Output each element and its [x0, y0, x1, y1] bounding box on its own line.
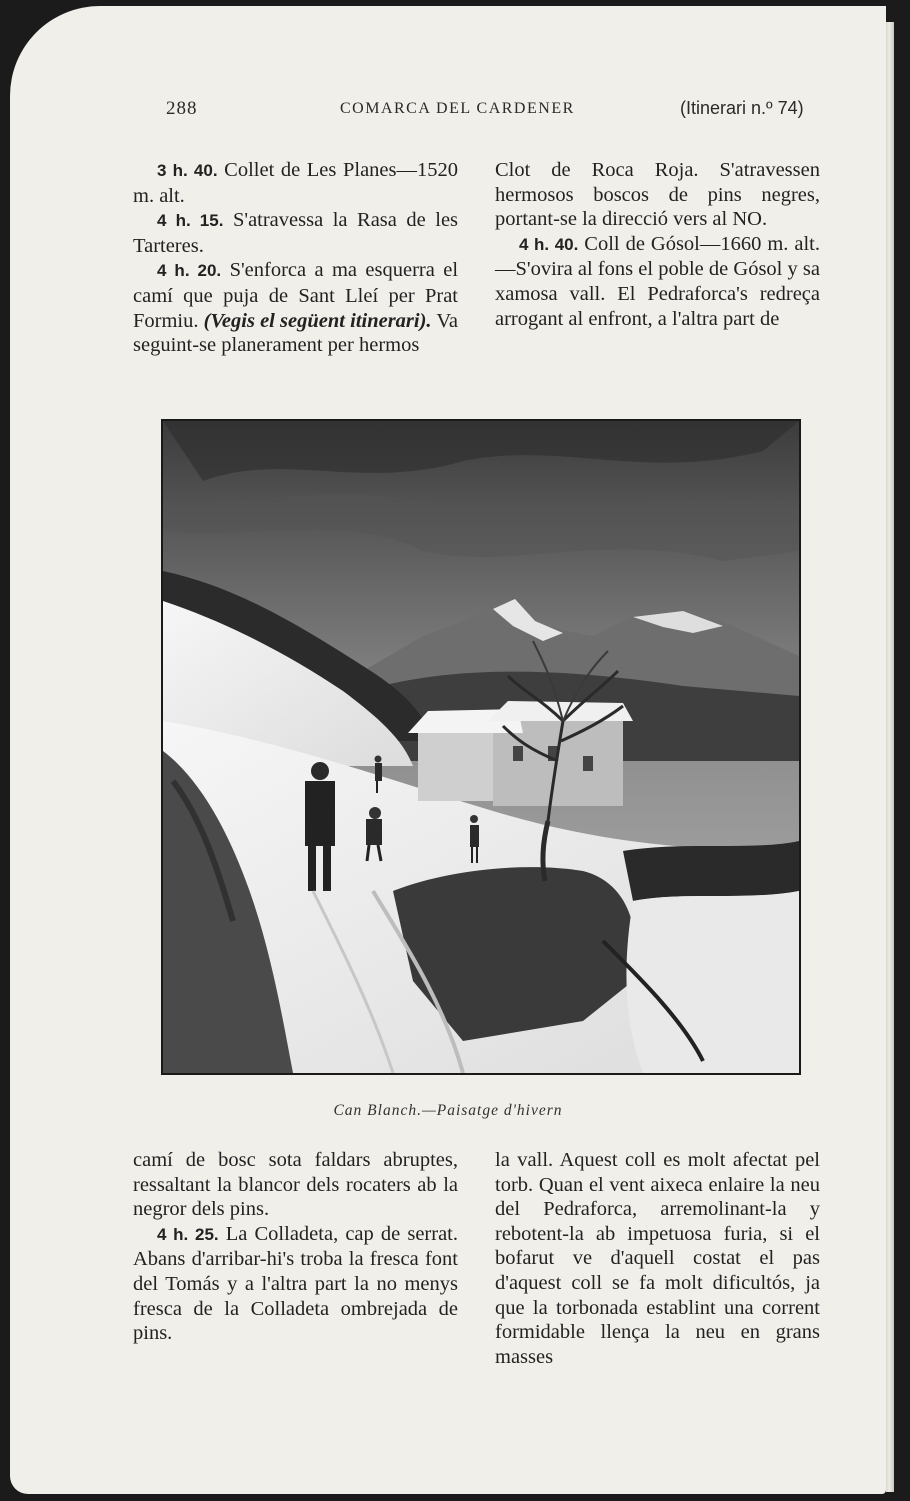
paragraph-text: Coll de Gósol—1660 m. alt.—S'ovira al fons el poble de Gósol y sa xamosa vall. El Pedraforca's redreça arrogant al enfront, a l'altra part de — [495, 232, 820, 330]
paragraph-text: camí de bosc sota faldars abruptes, ressaltant la blancor dels rocaters ab la negror dels pins. — [133, 1149, 458, 1221]
book-page — [10, 6, 886, 1494]
text-column-top-right — [495, 158, 820, 331]
paragraph — [495, 1148, 820, 1369]
paragraph-text: La Colladeta, cap de serrat. Abans d'arribar-hi's troba la fresca font del Tomás y a l'altra part la no menys fresca de la Colladeta ombrejada de pins. — [133, 1222, 459, 1345]
figure-caption: Can Blanch.—Paisatge d'hivern — [333, 1102, 563, 1119]
paragraph — [495, 158, 820, 232]
paragraph — [133, 158, 458, 208]
paragraph — [133, 1222, 458, 1346]
paragraph-text: S'enforca a ma esquerra el camí que puja de Sant Lleí per Prat Formiu. — [133, 259, 459, 332]
time-marker: 3 h. 40. — [157, 161, 218, 180]
winter-landscape-photo — [161, 419, 801, 1075]
time-marker: 4 h. 25. — [157, 1224, 219, 1244]
page-number: 288 — [166, 98, 198, 119]
paragraph — [133, 1148, 458, 1222]
paragraph-text: Clot de Roca Roja. S'atravessen hermosos boscos de pins negres, portant-se la direcció vers al NO. — [495, 159, 820, 231]
text-column-bottom-left — [133, 1148, 458, 1346]
paragraph — [133, 208, 458, 258]
cross-reference: (Vegis el següent itinerari). — [203, 309, 432, 332]
time-marker: 4 h. 40. — [519, 234, 579, 254]
paragraph-text: la vall. Aquest coll es molt afectat pel torb. Quan el vent aixeca enlaire la neu del Pedraforca, arremolinant-la y rebotent-la ab impetuosa furia, si el bofarut ve d'aquell costat el pas d'aquest coll se fa molt dificultós, ja que la torbonada establint una corrent formidable llença la neu en grans masses — [495, 1149, 820, 1368]
time-marker: 4 h. 20. — [157, 261, 222, 281]
photo-illustration — [163, 421, 799, 1073]
paragraph-text: Collet de Les Planes—1520 m. alt. — [133, 159, 458, 207]
page-edge — [886, 22, 894, 1492]
paragraph-text: S'atravessa la Rasa de les Tarteres. — [133, 209, 459, 257]
paragraph — [133, 258, 458, 357]
time-marker: 4 h. 15. — [157, 211, 224, 231]
itinerary-reference: (Itinerari n.º 74) — [680, 98, 804, 118]
text-column-top-left — [133, 158, 458, 358]
section-title: COMARCA DEL CARDENER — [340, 100, 575, 117]
running-head — [10, 98, 886, 128]
text-column-bottom-right — [495, 1148, 820, 1369]
paragraph-text-tail: Va seguint-se planerament per hermos — [133, 309, 458, 357]
paragraph — [495, 232, 820, 331]
